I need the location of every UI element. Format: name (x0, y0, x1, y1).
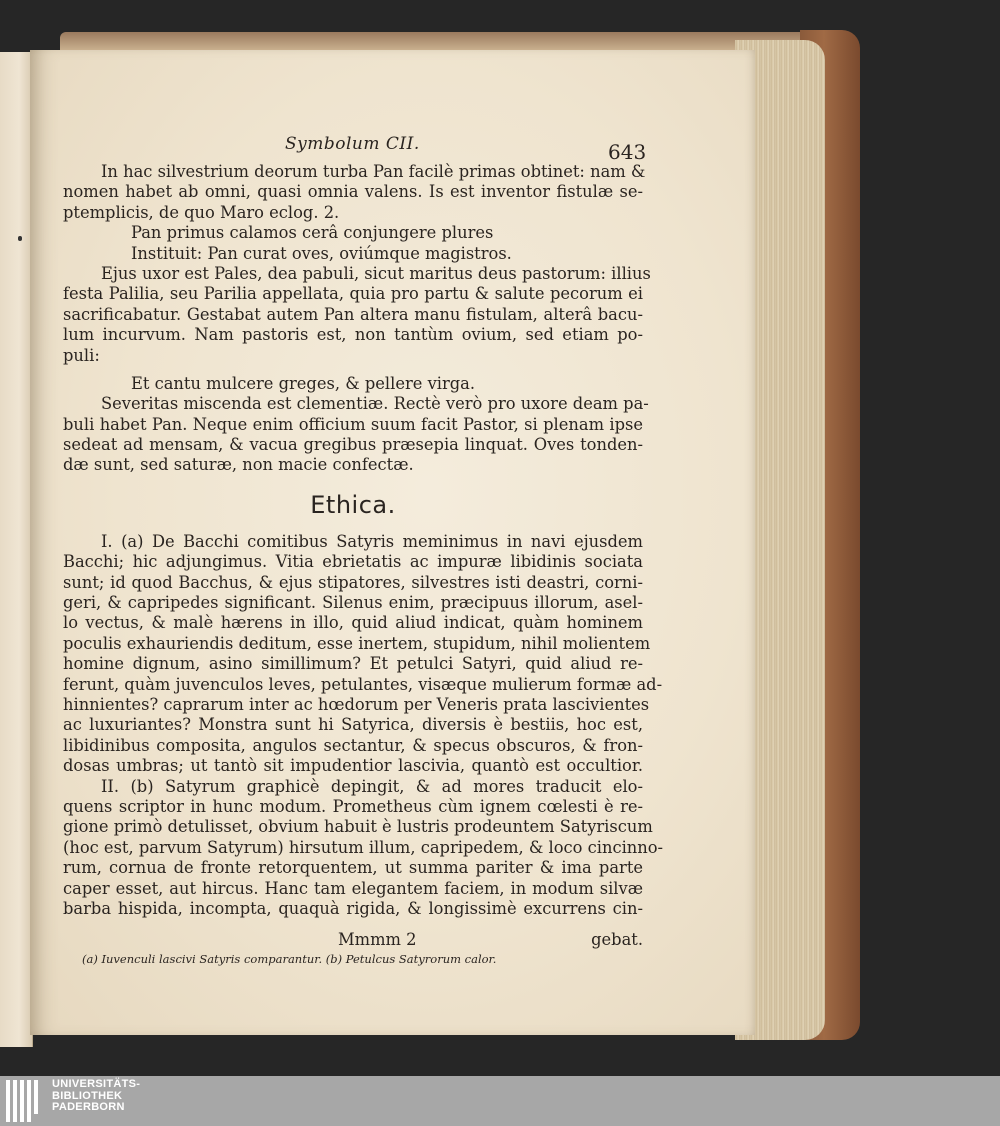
text-line: geri, & capripedes significant. Silenus enim, præcipuus illorum, asel- (63, 593, 643, 613)
library-name-line3: PADERBORN (52, 1101, 125, 1113)
text-line: ptemplicis, de quo Maro eclog. 2. (63, 202, 340, 222)
signature-mark: Mmmm 2 (338, 930, 417, 949)
catchword: gebat. (591, 930, 643, 949)
text-line: libidinibus composita, angulos sectantur, & specus obscuros, & fron- (63, 735, 643, 755)
page-number: 643 (608, 140, 647, 164)
text-line: sacrificabatur. Gestabat autem Pan altera manu fistulam, alterâ bacu- (63, 304, 643, 324)
text-line: hinnientes? caprarum inter ac hœdorum per Veneris prata lascivientes (63, 694, 650, 714)
paragraph-pan (63, 162, 651, 366)
library-name-line1: UNIVERSITÄTS- (52, 1078, 141, 1090)
text-line: I. (a) De Bacchi comitibus Satyris meminimus in navi ejusdem (101, 531, 643, 551)
book (0, 30, 870, 1040)
section-heading: Ethica. (310, 490, 396, 519)
text-line: festa Palilia, seu Parilia appellata, quia pro partu & salute pecorum ei (63, 284, 643, 304)
text-line: gione primò detulisset, obvium habuit è lustris prodeuntem Satyriscum (63, 817, 653, 837)
text-line: lum incurvum. Nam pastoris est, non tantùm ovium, sed etiam po- (63, 325, 643, 345)
signature-line (63, 930, 643, 950)
text-line: Ejus uxor est Pales, dea pabuli, sicut maritus deus pastorum: illius (101, 263, 651, 283)
text-line: rum, cornua de fronte retorquentem, ut summa pariter & ima parte (63, 858, 643, 878)
library-name (52, 1079, 140, 1114)
text-line: homine dignum, asino simillimum? Et petulci Satyri, quid aliud re- (63, 654, 643, 674)
text-line: sunt; id quod Bacchus, & ejus stipatores, silvestres isti deastri, corni- (63, 572, 643, 592)
text-line: Severitas miscenda est clementiæ. Rectè verò pro uxore deam pa- (101, 394, 649, 414)
book-page (30, 50, 755, 1035)
text-line: sedeat ad mensam, & vacua gregibus præsepia linquat. Oves tonden- (63, 435, 643, 455)
paragraph-severitas (63, 394, 649, 476)
book-top-edge (60, 32, 840, 50)
text-line: quens scriptor in hunc modum. Prometheus cùm ignem cœlesti è re- (63, 796, 643, 816)
text-line: (hoc est, parvum Satyrum) hirsutum illum, capripedem, & loco cincinno- (63, 837, 664, 857)
text-line: caper esset, aut hircus. Hanc tam elegantem faciem, in modum silvæ (63, 878, 643, 898)
left-page-edge (0, 52, 33, 1047)
library-logo-icon (6, 1080, 42, 1122)
text-line: Pan primus calamos cerâ conjungere plures (131, 223, 494, 243)
text-line: buli habet Pan. Neque enim officium suum facit Pastor, si plenam ipse (63, 414, 643, 434)
footnote: (a) Iuvenculi lascivi Satyris comparantur. (b) Petulcus Satyrorum calor. (82, 952, 497, 966)
footer-bar (0, 1076, 1000, 1126)
verse-line: Et cantu mulcere greges, & pellere virga. (131, 373, 476, 393)
text-line: nomen habet ab omni, quasi omnia valens. Is est inventor fistulæ se- (63, 182, 643, 202)
text-line: puli: (63, 345, 100, 365)
text-line: ac luxuriantes? Monstra sunt hi Satyrica, diversis è bestiis, hoc est, (63, 715, 643, 735)
text-line: dæ sunt, sed saturæ, non macie confectæ. (63, 455, 414, 475)
text-line: lo vectus, & malè hærens in illo, quid aliud indicat, quàm hominem (63, 613, 643, 633)
library-name-line2: BIBLIOTHEK (52, 1089, 123, 1102)
text-line: barba hispida, incompta, quaquà rigida, & longissimè excurrens cin- (63, 898, 643, 918)
text-line: In hac silvestrium deorum turba Pan facilè primas obtinet: nam & (101, 162, 646, 181)
text-line: dosas umbras; ut tantò sit impudentior lascivia, quantò est occultior. (63, 756, 643, 776)
text-line: II. (b) Satyrum graphicè depingit, & ad mores traducit elo- (101, 776, 643, 796)
text-line: Instituit: Pan curat oves, oviúmque magistros. (131, 243, 512, 263)
text-line: Bacchi; hic adjungimus. Vitia ebrietatis ac impuræ libidinis sociata (63, 552, 643, 572)
margin-mark (18, 236, 22, 241)
body-text (63, 162, 664, 919)
text-line: ferunt, quàm juvenculos leves, petulantes, visæque mulierum formæ ad- (63, 674, 663, 694)
running-head: Symbolum CII. (285, 134, 420, 154)
text-line: poculis exhauriendis deditum, esse inertem, stupidum, nihil molientem (63, 633, 651, 653)
paragraph-ethica (63, 531, 664, 919)
